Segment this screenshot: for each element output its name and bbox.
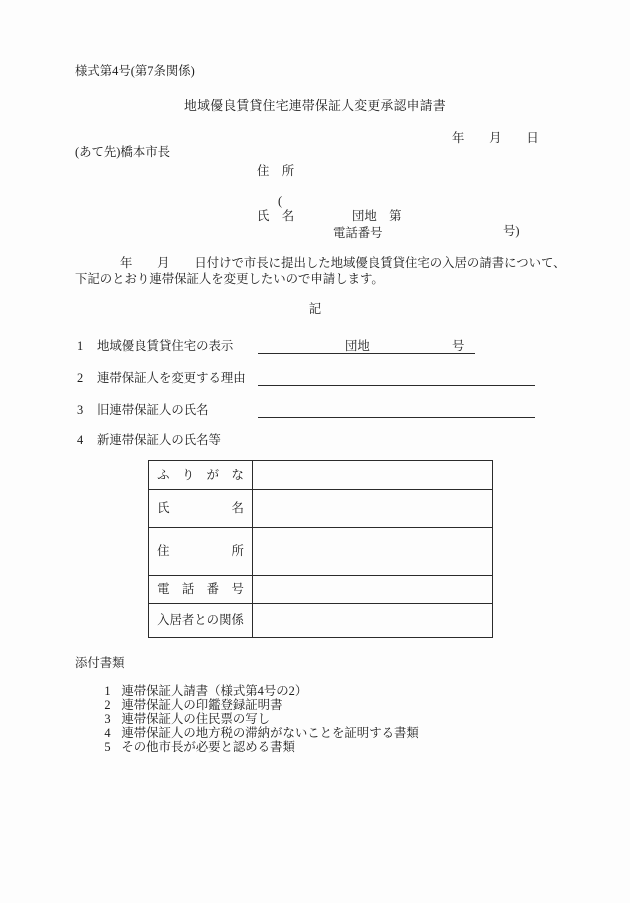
attachment-5-number: 5 [104, 740, 111, 754]
item-1-line-danchi: 団地 [345, 339, 370, 353]
item-1-line-go: 号 [452, 339, 465, 353]
table-row [149, 461, 492, 489]
body-paragraph-line1: 年 月 日付けで市長に提出した地域優良賃貸住宅の入居の請書について、 [120, 256, 566, 270]
attachments-title: 添付書類 [75, 656, 125, 670]
attachment-4-number: 4 [104, 726, 111, 740]
attachment-4-label: 連帯保証人の地方税の滞納がないことを証明する書類 [121, 726, 419, 740]
item-2-number: 2 [77, 371, 84, 385]
attachment-5-label: その他市長が必要と認める書類 [121, 740, 295, 754]
go-close-label: 号) [503, 224, 520, 238]
paren-open: ( [278, 194, 283, 208]
date-line: 年 月 日 [452, 131, 539, 145]
table-row [149, 527, 492, 575]
item-4-label: 新連帯保証人の氏名等 [97, 433, 221, 447]
item-4-number: 4 [77, 433, 84, 447]
table-row [149, 489, 492, 527]
body-paragraph-line2: 下記のとおり連帯保証人を変更したいので申請します。 [75, 272, 384, 286]
attachment-2-label: 連帯保証人の印鑑登録証明書 [121, 698, 283, 712]
row-label-phone: 電 話 番 号 [149, 576, 253, 603]
row-label-address: 住 所 [149, 528, 253, 575]
page-title: 地域優良賃貸住宅連帯保証人変更承認申請書 [184, 99, 446, 113]
item-2-fill-line [258, 371, 535, 386]
item-3-label: 旧連帯保証人の氏名 [97, 403, 209, 417]
form-number: 様式第4号(第7条関係) [75, 64, 195, 78]
row-label-name: 氏 名 [149, 490, 253, 527]
row-value-furigana [253, 461, 492, 489]
row-value-name [253, 490, 492, 527]
attachment-1-number: 1 [104, 684, 111, 698]
phone-label: 電話番号 [333, 226, 383, 240]
row-value-phone [253, 576, 492, 603]
item-3-number: 3 [77, 403, 84, 417]
item-1-label: 地域優良賃貸住宅の表示 [97, 339, 234, 353]
attachment-2-number: 2 [104, 698, 111, 712]
attachment-item [92, 726, 295, 768]
attachment-3-number: 3 [104, 712, 111, 726]
danchi-dai-label: 団地 第 [352, 209, 402, 223]
table-row [149, 603, 492, 637]
addressee: (あて先)橋本市長 [75, 145, 170, 159]
row-label-furigana: ふ り が な [149, 461, 253, 489]
item-1-fill-line [258, 339, 475, 354]
item-2-label: 連帯保証人を変更する理由 [97, 371, 246, 385]
address-label: 住 所 [257, 164, 295, 178]
guarantor-table [148, 460, 493, 638]
table-row [149, 575, 492, 603]
row-value-address [253, 528, 492, 575]
attachment-1-label: 連帯保証人請書（様式第4号の2） [121, 684, 308, 698]
name-label: 氏 名 [257, 209, 295, 223]
row-label-relation: 入居者との関係 [149, 604, 253, 637]
row-value-relation [253, 604, 492, 637]
item-3-fill-line [258, 403, 535, 418]
item-1-number: 1 [77, 339, 84, 353]
attachment-3-label: 連帯保証人の住民票の写し [121, 712, 271, 726]
ki-heading: 記 [308, 302, 322, 316]
